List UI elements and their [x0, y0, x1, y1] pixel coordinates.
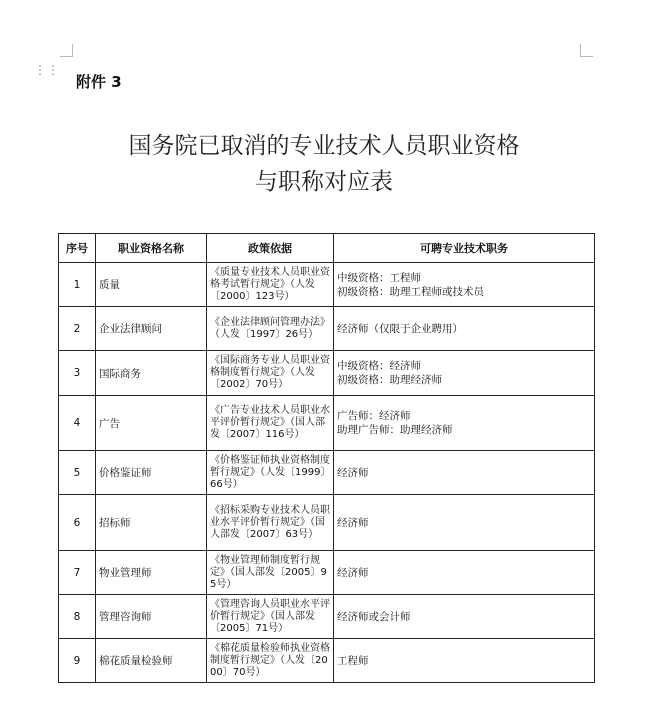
table-row — [59, 639, 595, 683]
cell-job: 经济师 — [334, 495, 595, 551]
cell-policy: 《价格鉴证师执业资格制度暂行规定》（人发〔1999〕66号） — [207, 451, 334, 495]
cell-no: 9 — [59, 639, 96, 683]
cell-no: 2 — [59, 307, 96, 351]
attachment-label: 附件 3 — [76, 73, 122, 91]
cell-policy: 《棉花质量检验师执业资格制度暂行规定》（人发〔2000〕70号） — [207, 639, 334, 683]
cell-name: 广告 — [96, 396, 207, 451]
cell-job: 经济师 — [334, 551, 595, 595]
cell-policy: 《物业管理师制度暂行规定》（国人部发〔2005〕95号） — [207, 551, 334, 595]
cell-job: 工程师 — [334, 639, 595, 683]
page-corner-mark-top-right — [580, 44, 593, 57]
cell-policy: 《企业法律顾问管理办法》（人发〔1997〕26号） — [207, 307, 334, 351]
header-qualification-name: 职业资格名称 — [96, 234, 207, 263]
cell-no: 3 — [59, 351, 96, 396]
cell-no: 8 — [59, 595, 96, 639]
document-title-line-1: 国务院已取消的专业技术人员职业资格 — [128, 133, 520, 159]
cell-no: 7 — [59, 551, 96, 595]
cell-policy: 《质量专业技术人员职业资格考试暂行规定》（人发〔2000〕123号） — [207, 263, 334, 307]
cell-job: 经济师（仅限于企业聘用） — [334, 307, 595, 351]
cell-job: 经济师或会计师 — [334, 595, 595, 639]
cell-no: 5 — [59, 451, 96, 495]
cell-name: 招标师 — [96, 495, 207, 551]
cell-policy: 《管理咨询人员职业水平评价暂行规定》（国人部发〔2005〕71号） — [207, 595, 334, 639]
cell-no: 6 — [59, 495, 96, 551]
drag-handle-icon[interactable]: ⋮⋮ — [34, 63, 60, 77]
table-row — [59, 263, 595, 307]
cell-name: 管理咨询师 — [96, 595, 207, 639]
cell-policy: 《广告专业技术人员职业水平评价暂行规定》（国人部发〔2007〕116号） — [207, 396, 334, 451]
cell-policy: 《招标采购专业技术人员职业水平评价暂行规定》（国人部发〔2007〕63号） — [207, 495, 334, 551]
page-corner-mark-top-left — [60, 44, 73, 57]
cell-job: 广告师：经济师 助理广告师：助理经济师 — [334, 396, 595, 451]
table-row — [59, 451, 595, 495]
cell-name: 物业管理师 — [96, 551, 207, 595]
table-row — [59, 351, 595, 396]
document-title-line-2: 与职称对应表 — [255, 169, 393, 195]
header-eligible-title: 可聘专业技术职务 — [334, 234, 595, 263]
table-row — [59, 495, 595, 551]
cell-name: 国际商务 — [96, 351, 207, 396]
table-row — [59, 396, 595, 451]
cell-job: 中级资格：经济师 初级资格：助理经济师 — [334, 351, 595, 396]
cell-job: 经济师 — [334, 451, 595, 495]
cell-no: 4 — [59, 396, 96, 451]
header-no: 序号 — [59, 234, 96, 263]
table-row — [59, 307, 595, 351]
table-header-row — [59, 234, 595, 263]
qualification-table — [58, 233, 595, 683]
cell-name: 棉花质量检验师 — [96, 639, 207, 683]
cell-job: 中级资格：工程师 初级资格：助理工程师或技术员 — [334, 263, 595, 307]
table-row — [59, 551, 595, 595]
cell-name: 价格鉴证师 — [96, 451, 207, 495]
cell-no: 1 — [59, 263, 96, 307]
cell-name: 质量 — [96, 263, 207, 307]
table-row — [59, 595, 595, 639]
cell-name: 企业法律顾问 — [96, 307, 207, 351]
cell-policy: 《国际商务专业人员职业资格制度暂行规定》（人发〔2002〕70号） — [207, 351, 334, 396]
header-policy-basis: 政策依据 — [207, 234, 334, 263]
